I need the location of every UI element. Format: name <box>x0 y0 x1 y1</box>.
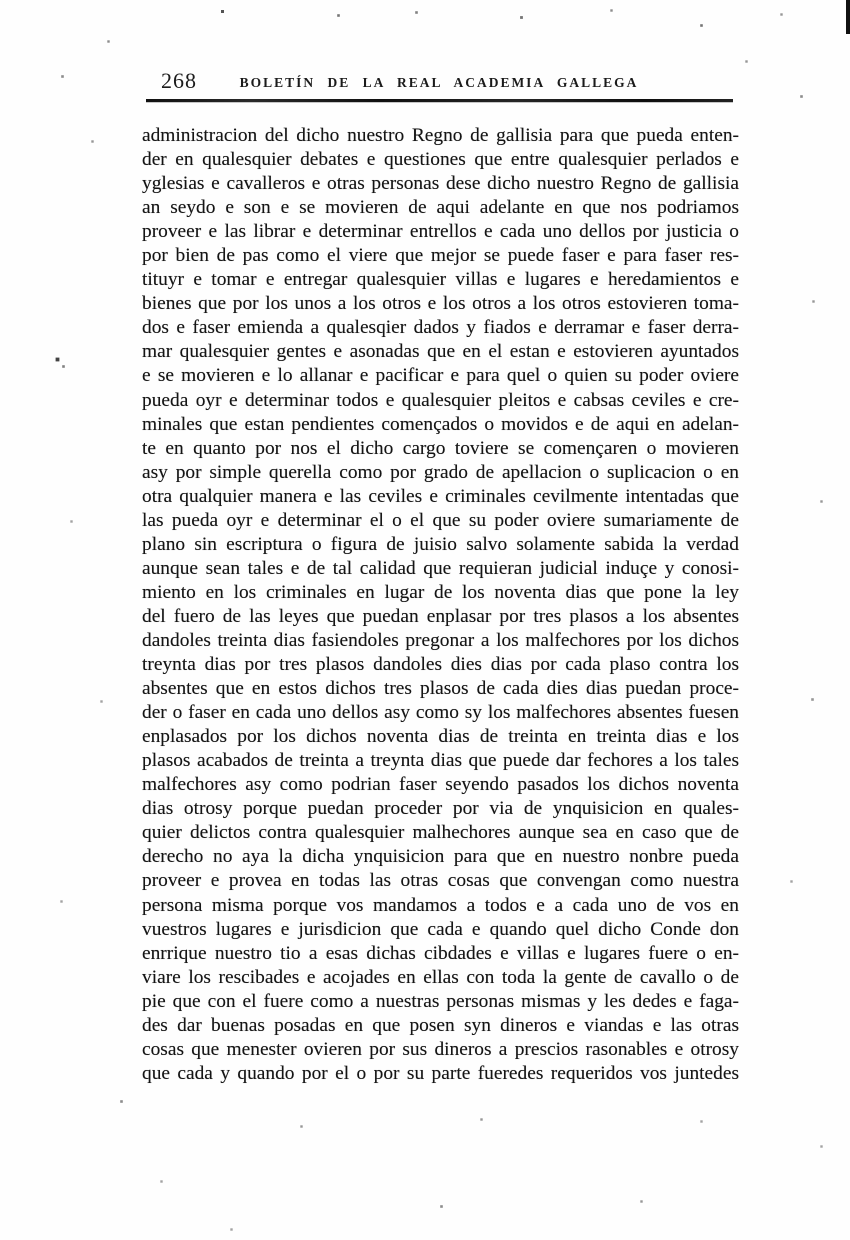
text-line: pueda oyr e determinar todos e qualesquier pleitos e cabsas ceviles e cre- <box>142 389 739 411</box>
text-line: vuestros lugares e jurisdicion que cada e quando quel dicho Conde don <box>142 918 739 940</box>
text-line: enrrique nuestro tio a esas dichas cibdades e villas e lugares fuere o en- <box>142 942 739 964</box>
text-line: e se movieren e lo allanar e pacificar e para quel o quien su poder oviere <box>142 365 739 387</box>
text-line: des dar buenas posadas en que posen syn dineros e viandas e las otras <box>142 1014 739 1036</box>
body-text <box>142 124 739 1086</box>
text-line: proveer e las librar e determinar entrellos e cada uno dellos por justicia o <box>142 221 739 243</box>
text-line: pie que con el fuere como a nuestras personas mismas y les dedes e faga- <box>142 990 739 1012</box>
text-line: treynta dias por tres plasos dandoles dies dias por cada plaso contra los <box>142 654 739 676</box>
text-line: derecho no aya la dicha ynquisicion para que en nuestro nonbre pueda <box>142 846 739 868</box>
text-line: te en quanto por nos el dicho cargo toviere se començaren o movieren <box>142 437 739 459</box>
text-line: cosas que menester ovieren por sus dineros a prescios rasonables e otrosy <box>142 1038 739 1060</box>
text-line: der o faser en cada uno dellos asy como sy los malfechores absentes fuesen <box>142 702 739 724</box>
page-number: 268 <box>161 68 197 93</box>
text-line: que cada y quando por el o por su parte fueredes requeridos vos juntedes <box>142 1062 739 1084</box>
text-line: proveer e provea en todas las otras cosas que convengan como nuestra <box>142 870 739 892</box>
text-line: del fuero de las leyes que puedan enplasar por tres plasos a los absentes <box>142 605 739 627</box>
text-line: viare los rescibades e acojades en ellas con toda la gente de cavallo o de <box>142 966 739 988</box>
text-line: malfechores asy como podrian faser seyendo pasados los dichos noventa <box>142 774 739 796</box>
text-line: por bien de pas como el viere que mejor se puede faser e para faser res- <box>142 245 739 267</box>
text-line: bienes que por los unos a los otros e los otros a los otros estovieren toma- <box>142 293 739 315</box>
text-line: dias otrosy porque puedan proceder por via de ynquisicion en quales- <box>142 798 739 820</box>
text-line: dandoles treinta dias fasiendoles pregonar a los malfechores por los dichos <box>142 629 739 651</box>
text-line: der en qualesquier debates e questiones que entre qualesquier perlados e <box>142 149 739 171</box>
text-line: dos e faser emienda a qualesqier dados y fiados e derramar e faser derra- <box>142 317 739 339</box>
text-line: absentes que en estos dichos tres plasos de cada dies dias puedan proce- <box>142 678 739 700</box>
header-rule <box>146 99 733 102</box>
text-line: an seydo e son e se movieren de aqui adelante en que nos podriamos <box>142 197 739 219</box>
text-line: asy por simple querella como por grado de apellacion o suplicacion o en <box>142 461 739 483</box>
scan-edge-artifact <box>846 0 850 34</box>
text-line: miento en los criminales en lugar de los noventa dias que pone la ley <box>142 581 739 603</box>
text-line: quier delictos contra qualesquier malhechores aunque sea en caso que de <box>142 822 739 844</box>
text-line: minales que estan pendientes començados o movidos e de aqui en adelan- <box>142 413 739 435</box>
text-line: enplasados por los dichos noventa dias de treinta en treinta dias e los <box>142 726 739 748</box>
text-line: las pueda oyr e determinar el o el que su poder oviere sumariamente de <box>142 509 739 531</box>
text-line: administracion del dicho nuestro Regno de gallisia para que pueda enten- <box>142 125 739 146</box>
text-line: mar qualesquier gentes e asonadas que en el estan e estovieren ayuntados <box>142 341 739 363</box>
text-line: yglesias e cavalleros e otras personas dese dicho nuestro Regno de gallisia <box>142 173 739 195</box>
journal-title: BOLETÍN DE LA REAL ACADEMIA GALLEGA <box>239 75 639 90</box>
text-line: plano sin escriptura o figura de juisio salvo solamente sabida la verdad <box>142 533 739 555</box>
text-line: aunque sean tales e de tal calidad que requieran judicial induçe y conosi- <box>142 557 739 579</box>
scan-noise-speckles <box>0 0 1 1</box>
text-line: otra qualquier manera e las ceviles e criminales cevilmente intentadas que <box>142 485 739 507</box>
text-line: persona misma porque vos mandamos a todos e a cada uno de vos en <box>142 894 739 916</box>
text-line: plasos acabados de treinta a treynta dias que puede dar fechores a los tales <box>142 750 739 772</box>
text-line: tituyr e tomar e entregar qualesquier villas e lugares e heredamientos e <box>142 269 739 291</box>
